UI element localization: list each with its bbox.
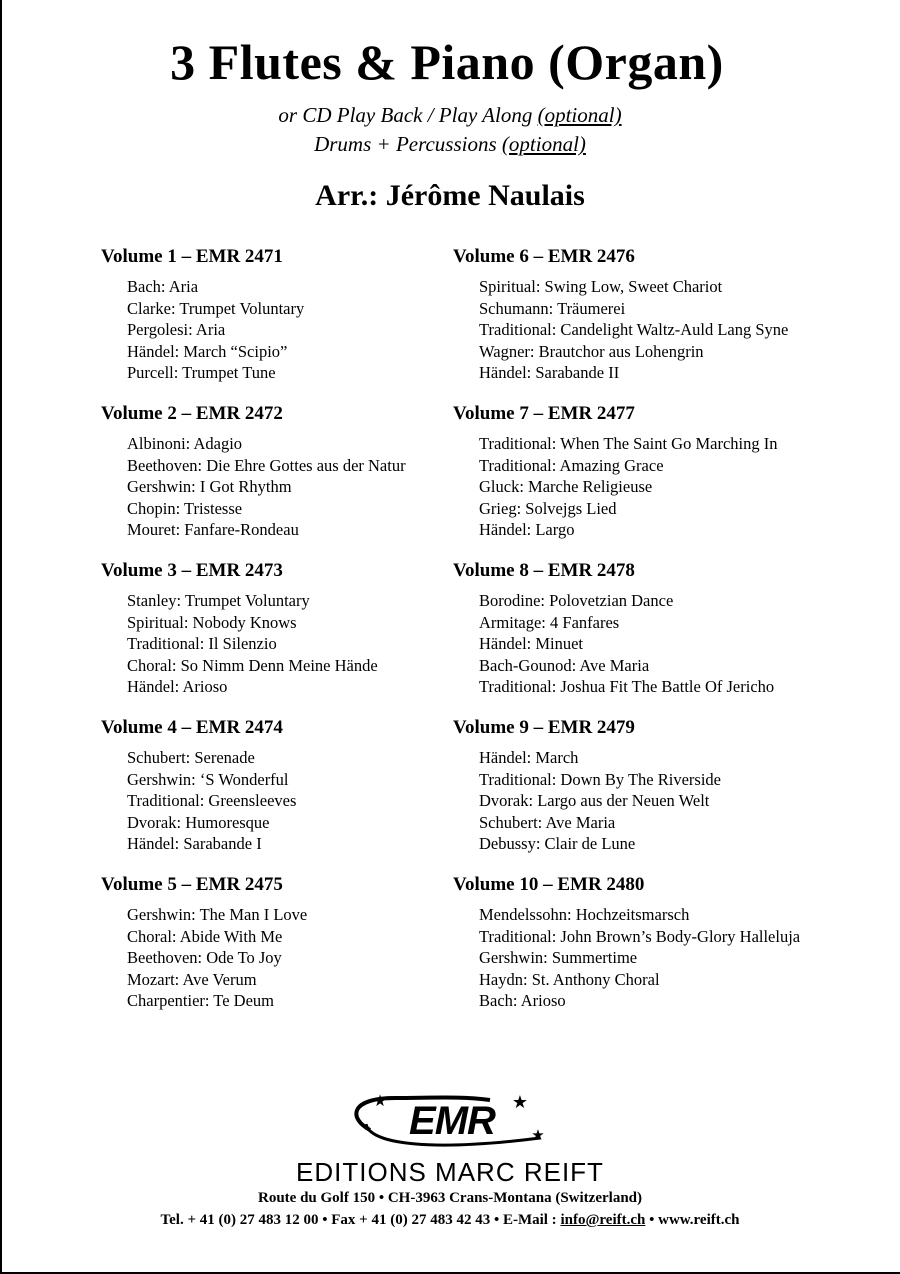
volume-heading: Volume 10 – EMR 2480 [453, 874, 645, 895]
track-item: Beethoven: Ode To Joy [127, 948, 282, 967]
track-item: Haydn: St. Anthony Choral [479, 969, 660, 989]
contact-phone-fax: Tel. + 41 (0) 27 483 12 00 • Fax + 41 (0) 27 483 42 43 • E-Mail : [160, 1212, 561, 1228]
track-item: Schubert: Serenade [127, 748, 255, 767]
volume-5 [101, 873, 501, 1012]
volume-track-list [101, 747, 501, 855]
volume-heading: Volume 3 – EMR 2473 [101, 560, 283, 581]
volume-10 [453, 873, 853, 1012]
track-item: Armitage: 4 Fanfares [479, 612, 620, 632]
subtitle-playback [0, 101, 900, 129]
volume-2 [101, 402, 501, 541]
arranger: Arr.: Jérôme Naulais [315, 179, 585, 212]
contact-email-link[interactable]: info@reift.ch [560, 1212, 646, 1228]
track-item: Traditional: Amazing Grace [479, 455, 664, 475]
publisher-contact [0, 1210, 900, 1230]
volume-7 [453, 402, 853, 541]
volume-track-list [453, 904, 853, 1012]
track-item: Gershwin: Summertime [479, 948, 638, 967]
track-item: Bach: Aria [127, 277, 199, 296]
volume-heading: Volume 8 – EMR 2478 [453, 560, 635, 581]
volume-track-list [453, 747, 853, 855]
subtitle-drums-optional: (optional) [501, 132, 586, 156]
track-item: Händel: Sarabande II [479, 363, 620, 382]
track-item: Traditional: When The Saint Go Marching In [479, 434, 778, 453]
track-item: Händel: Sarabande I [127, 834, 262, 853]
volume-heading: Volume 2 – EMR 2472 [101, 403, 283, 424]
track-item: Albinoni: Adagio [127, 434, 243, 453]
volume-track-list [101, 433, 501, 541]
track-item: Händel: March “Scipio” [127, 341, 288, 361]
volume-track-list [453, 433, 853, 541]
track-item: Beethoven: Die Ehre Gottes aus der Natur [127, 455, 406, 475]
track-item: Händel: March [479, 748, 579, 767]
volume-track-list [101, 590, 501, 698]
logo-text: EMR [409, 1099, 495, 1143]
track-item: Dvorak: Largo aus der Neuen Welt [479, 791, 710, 810]
track-item: Grieg: Solvejgs Lied [479, 498, 617, 518]
volume-heading: Volume 6 – EMR 2476 [453, 246, 635, 267]
track-item: Gershwin: The Man I Love [127, 905, 308, 924]
subtitle-playback-text: or CD Play Back / Play Along [278, 103, 538, 127]
track-item: Wagner: Brautchor aus Lohengrin [479, 341, 704, 361]
volume-track-list [101, 276, 501, 384]
track-item: Choral: Abide With Me [127, 926, 283, 946]
track-item: Spiritual: Swing Low, Sweet Chariot [479, 277, 723, 296]
volume-9 [453, 716, 853, 855]
subtitle-drums [0, 130, 900, 158]
track-item: Mozart: Ave Verum [127, 969, 257, 989]
volume-track-list [453, 590, 853, 698]
track-item: Schubert: Ave Maria [479, 812, 616, 832]
track-item: Chopin: Tristesse [127, 498, 243, 518]
track-item: Bach-Gounod: Ave Maria [479, 655, 650, 675]
track-item: Händel: Largo [479, 520, 575, 539]
track-item: Traditional: Candelight Waltz-Auld Lang Syne [479, 320, 789, 339]
track-item: Pergolesi: Aria [127, 320, 226, 339]
volume-6 [453, 245, 853, 384]
volume-4 [101, 716, 501, 855]
logo-star-left-icon: ★ [372, 1091, 388, 1110]
logo-star-bottom-icon: ★ [531, 1126, 545, 1144]
subtitle-playback-optional: (optional) [537, 103, 622, 127]
volume-8 [453, 559, 853, 698]
track-item: Gluck: Marche Religieuse [479, 477, 653, 496]
emr-logo [340, 1088, 560, 1154]
track-item: Charpentier: Te Deum [127, 991, 274, 1010]
track-item: Traditional: Greensleeves [127, 791, 297, 810]
track-item: Spiritual: Nobody Knows [127, 612, 297, 632]
volume-heading: Volume 1 – EMR 2471 [101, 246, 283, 267]
track-item: Debussy: Clair de Lune [479, 834, 636, 853]
track-item: Händel: Minuet [479, 634, 584, 653]
contact-website[interactable]: • www.reift.ch [645, 1212, 740, 1228]
track-item: Schumann: Träumerei [479, 298, 626, 318]
track-item: Traditional: Joshua Fit The Battle Of Jericho [479, 677, 775, 696]
volume-3 [101, 559, 501, 698]
subtitle-drums-text: Drums + Percussions [314, 132, 502, 156]
track-item: Clarke: Trumpet Voluntary [127, 298, 305, 318]
page-title: 3 Flutes & Piano (Organ) [170, 34, 724, 90]
track-item: Stanley: Trumpet Voluntary [127, 591, 310, 610]
track-item: Gershwin: ‘S Wonderful [127, 769, 289, 789]
track-item: Traditional: Il Silenzio [127, 634, 277, 653]
publisher-address: Route du Golf 150 • CH-3963 Crans-Montana (Switzerland) [258, 1190, 642, 1206]
track-item: Borodine: Polovetzian Dance [479, 591, 674, 610]
volume-track-list [101, 904, 501, 1012]
track-item: Dvorak: Humoresque [127, 812, 270, 832]
volume-heading: Volume 7 – EMR 2477 [453, 403, 635, 424]
publisher-name: EDITIONS MARC REIFT [296, 1157, 604, 1187]
volume-heading: Volume 4 – EMR 2474 [101, 717, 283, 738]
track-item: Bach: Arioso [479, 991, 566, 1010]
volume-1 [101, 245, 501, 384]
logo-star-right-icon: ★ [511, 1092, 529, 1113]
track-item: Choral: So Nimm Denn Meine Hände [127, 655, 378, 675]
volume-heading: Volume 5 – EMR 2475 [101, 874, 283, 895]
track-item: Händel: Arioso [127, 677, 228, 696]
track-item: Traditional: Down By The Riverside [479, 769, 721, 789]
track-item: Traditional: John Brown’s Body-Glory Halleluja [479, 926, 801, 946]
volume-heading: Volume 9 – EMR 2479 [453, 717, 635, 738]
track-item: Mendelssohn: Hochzeitsmarsch [479, 905, 690, 924]
track-item: Mouret: Fanfare-Rondeau [127, 520, 299, 539]
volume-track-list [453, 276, 853, 384]
track-item: Purcell: Trumpet Tune [127, 363, 276, 382]
track-item: Gershwin: I Got Rhythm [127, 477, 292, 496]
